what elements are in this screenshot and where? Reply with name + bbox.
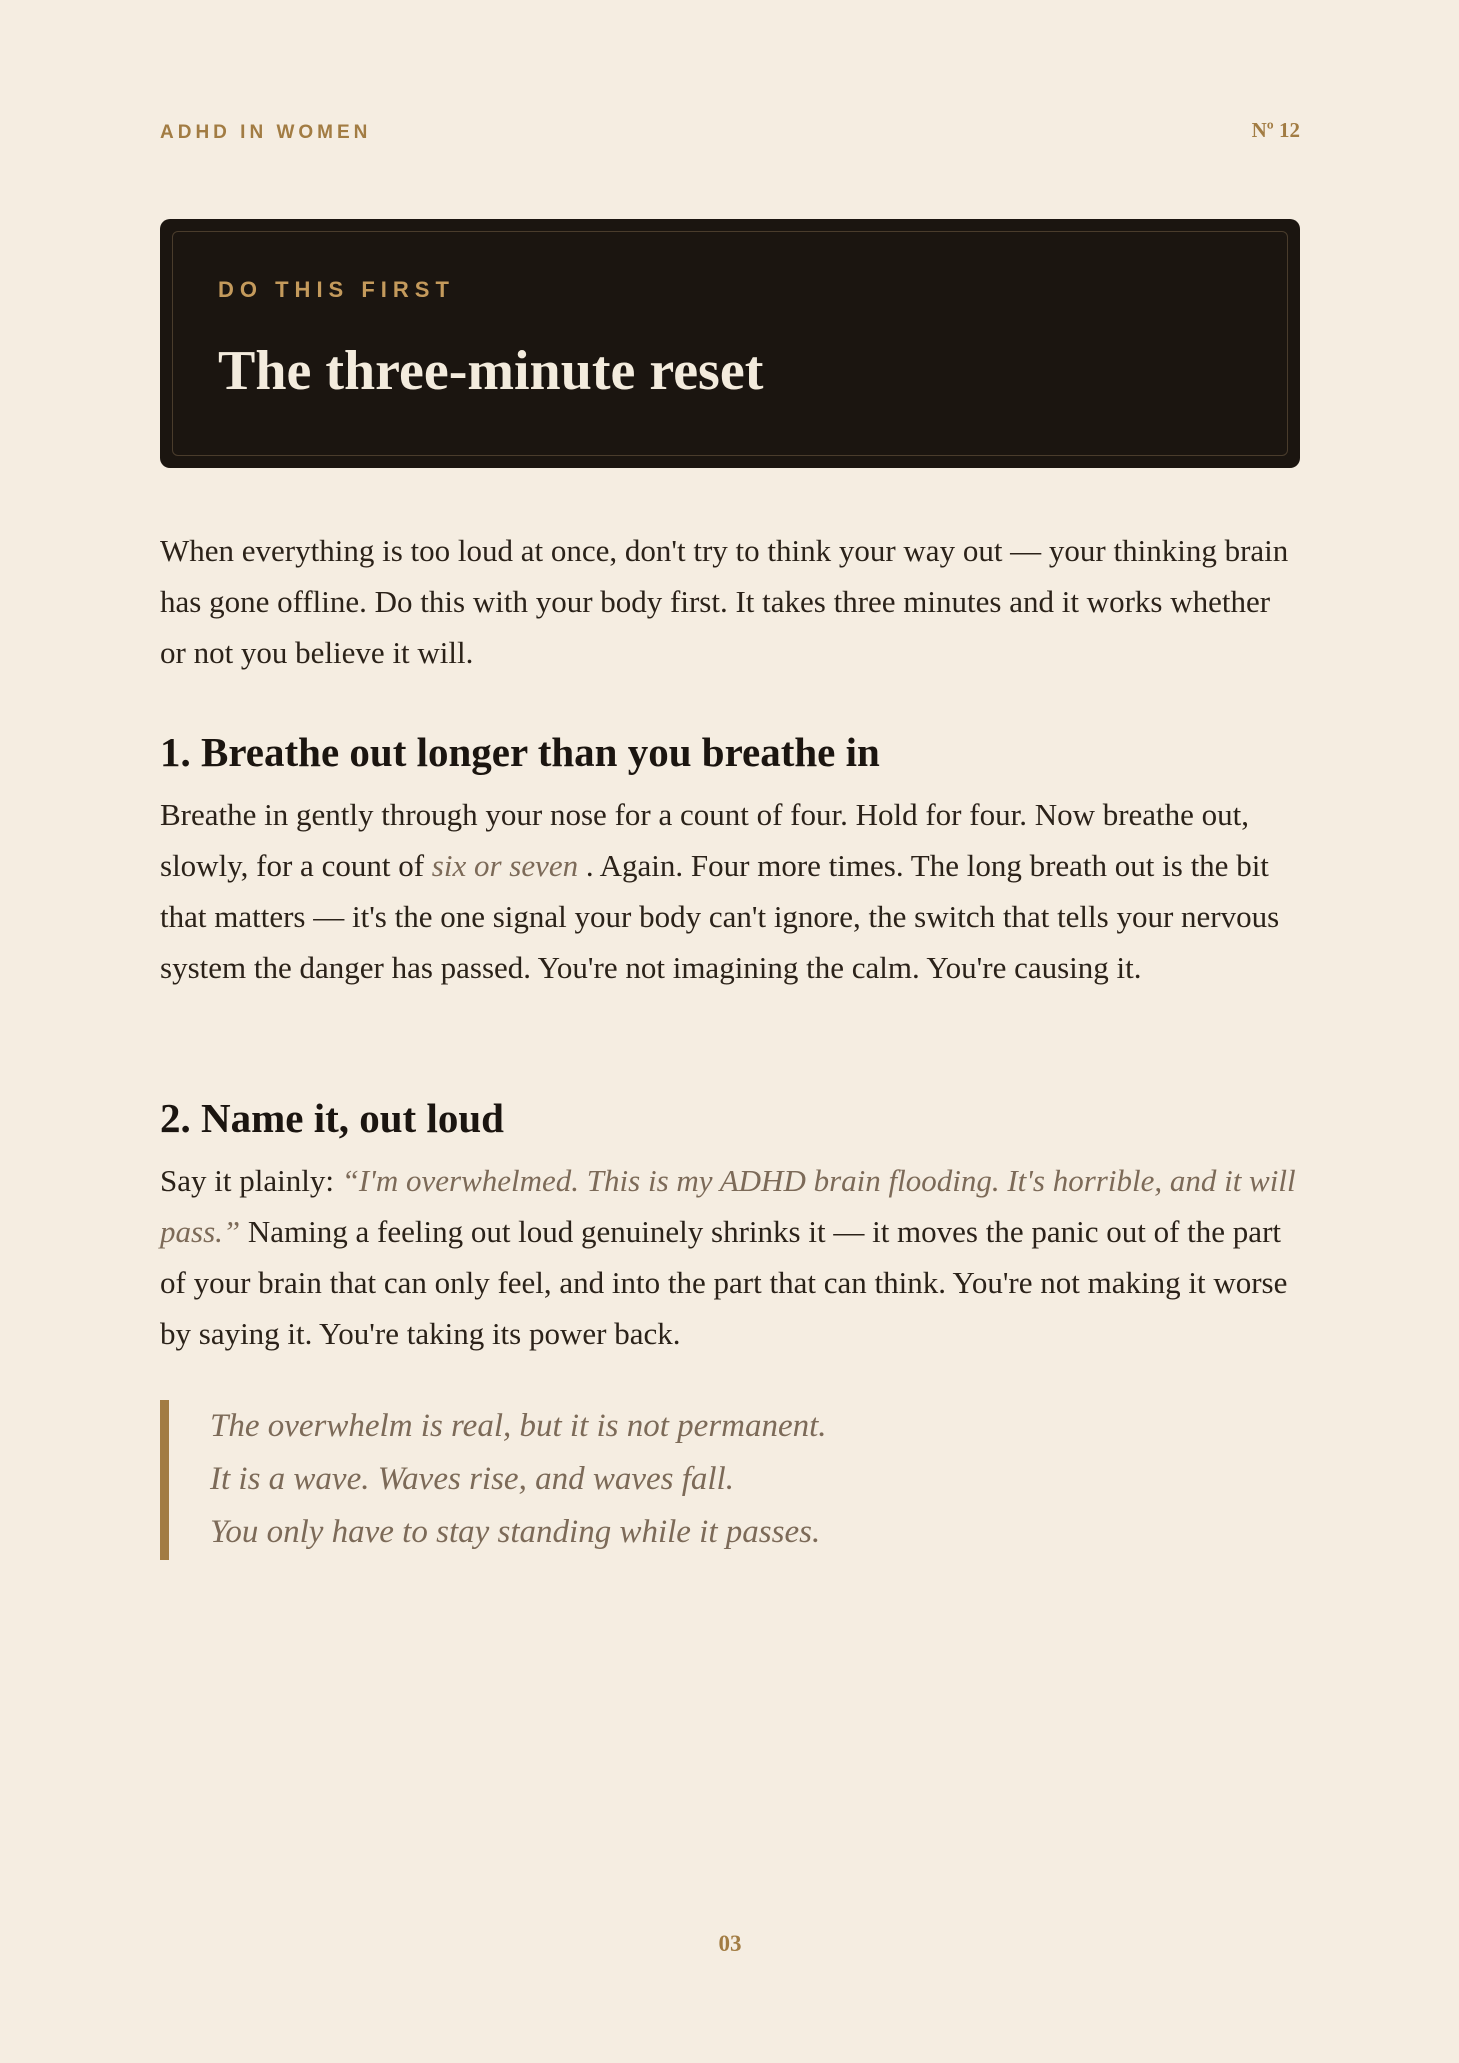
step-2-text-end: Naming a feeling out loud genuinely shrinks it — it moves the panic out of the part of your brain that can only feel, and into the part that can think. You're not making it worse by saying it. You're taking its power back. <box>160 1214 1288 1351</box>
step-1-text-end: . Again. Four more times. The long breath out is the bit that matters — it's the one signal your body can't ignore, the switch that tells your nervous system the danger has passed. You're not imagining the calm. You're causing it. <box>160 848 1280 985</box>
step-2-paragraph <box>160 1155 1300 1359</box>
quote-line: The overwhelm is real, but it is not permanent. <box>210 1408 827 1444</box>
step-1-heading: 1. Breathe out longer than you breathe in <box>160 729 880 775</box>
running-header <box>160 118 1300 162</box>
quote-line: You only have to stay standing while it passes. <box>210 1514 821 1550</box>
step-1-paragraph <box>160 789 1300 993</box>
step-2-heading: 2. Name it, out loud <box>160 1095 504 1141</box>
quote-accent-bar <box>160 1400 169 1560</box>
hero-kicker: DO THIS FIRST <box>218 277 455 302</box>
page-number: 03 <box>718 1931 742 1956</box>
pull-quote <box>160 1400 1300 1560</box>
step-2-emphasis: “I'm overwhelmed. This is my ADHD brain flooding. It's horrible, and it will pass.” <box>160 1163 1296 1249</box>
step-1-text-start: Breathe in gently through your nose for a count of four. Hold for four. Now breathe out, slowly, for a count of <box>160 797 1250 883</box>
quote-line: It is a wave. Waves rise, and waves fall. <box>210 1461 734 1497</box>
issue-number: Nº 12 <box>1251 118 1300 142</box>
intro-paragraph: When everything is too loud at once, don't try to think your way out — your thinking brain has gone offline. Do this with your body first. It takes three minutes and it works whether or not you believe it will. <box>160 533 1289 670</box>
step-1-emphasis: six or seven <box>431 848 579 883</box>
series-title: ADHD IN WOMEN <box>160 122 372 143</box>
document-page <box>160 0 1300 2063</box>
step-2-text-start: Say it plainly: <box>160 1163 342 1198</box>
page-title: The three-minute reset <box>218 340 764 402</box>
